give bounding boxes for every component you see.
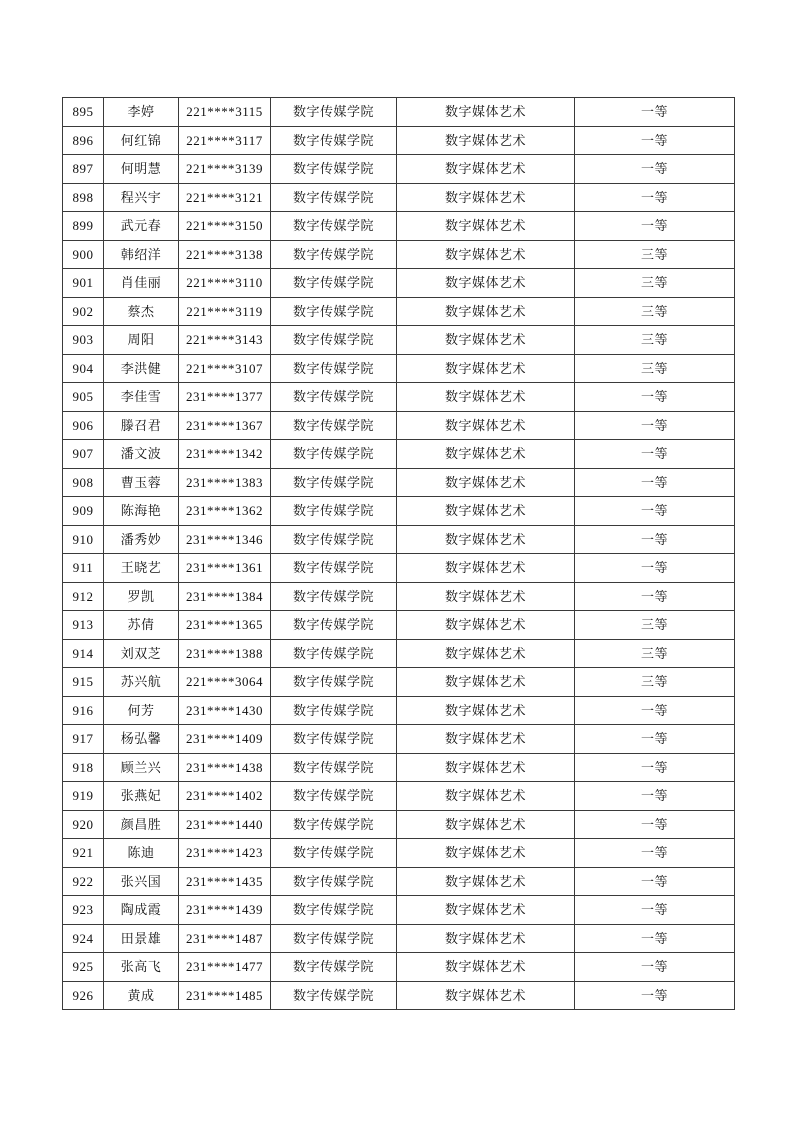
- table-row: [63, 924, 735, 953]
- cell-award-level: 一等: [575, 924, 735, 953]
- cell-college: 数字传媒学院: [271, 326, 397, 355]
- cell-row-number: 904: [63, 354, 104, 383]
- cell-college: 数字传媒学院: [271, 155, 397, 184]
- cell-row-number: 902: [63, 297, 104, 326]
- cell-student-id: 231****1377: [179, 383, 271, 412]
- cell-row-number: 901: [63, 269, 104, 298]
- cell-major: 数字媒体艺术: [397, 582, 575, 611]
- cell-student-id: 221****3119: [179, 297, 271, 326]
- cell-row-number: 897: [63, 155, 104, 184]
- cell-name: 蔡杰: [104, 297, 179, 326]
- cell-award-level: 一等: [575, 98, 735, 127]
- table-row: [63, 354, 735, 383]
- cell-student-id: 221****3150: [179, 212, 271, 241]
- cell-student-id: 231****1342: [179, 440, 271, 469]
- cell-major: 数字媒体艺术: [397, 468, 575, 497]
- cell-row-number: 908: [63, 468, 104, 497]
- cell-row-number: 896: [63, 126, 104, 155]
- cell-row-number: 912: [63, 582, 104, 611]
- cell-name: 何芳: [104, 696, 179, 725]
- cell-name: 刘双芝: [104, 639, 179, 668]
- cell-college: 数字传媒学院: [271, 212, 397, 241]
- cell-name: 苏倩: [104, 611, 179, 640]
- cell-row-number: 920: [63, 810, 104, 839]
- table-row: [63, 440, 735, 469]
- cell-name: 张高飞: [104, 953, 179, 982]
- cell-row-number: 917: [63, 725, 104, 754]
- cell-award-level: 一等: [575, 782, 735, 811]
- table-row: [63, 611, 735, 640]
- cell-award-level: 三等: [575, 326, 735, 355]
- cell-major: 数字媒体艺术: [397, 896, 575, 925]
- cell-major: 数字媒体艺术: [397, 782, 575, 811]
- cell-award-level: 一等: [575, 839, 735, 868]
- cell-row-number: 922: [63, 867, 104, 896]
- cell-student-id: 231****1438: [179, 753, 271, 782]
- cell-major: 数字媒体艺术: [397, 725, 575, 754]
- cell-award-level: 三等: [575, 269, 735, 298]
- cell-name: 颜昌胜: [104, 810, 179, 839]
- cell-student-id: 231****1367: [179, 411, 271, 440]
- cell-major: 数字媒体艺术: [397, 98, 575, 127]
- cell-name: 顾兰兴: [104, 753, 179, 782]
- cell-college: 数字传媒学院: [271, 611, 397, 640]
- cell-award-level: 三等: [575, 354, 735, 383]
- cell-award-level: 一等: [575, 867, 735, 896]
- cell-student-id: 231****1477: [179, 953, 271, 982]
- cell-row-number: 919: [63, 782, 104, 811]
- cell-college: 数字传媒学院: [271, 183, 397, 212]
- cell-row-number: 923: [63, 896, 104, 925]
- table-row: [63, 896, 735, 925]
- cell-row-number: 913: [63, 611, 104, 640]
- cell-name: 王晓艺: [104, 554, 179, 583]
- cell-major: 数字媒体艺术: [397, 155, 575, 184]
- cell-college: 数字传媒学院: [271, 924, 397, 953]
- table-row: [63, 867, 735, 896]
- cell-row-number: 903: [63, 326, 104, 355]
- cell-name: 张燕妃: [104, 782, 179, 811]
- cell-major: 数字媒体艺术: [397, 867, 575, 896]
- cell-award-level: 一等: [575, 468, 735, 497]
- cell-college: 数字传媒学院: [271, 639, 397, 668]
- table-row: [63, 240, 735, 269]
- cell-award-level: 一等: [575, 725, 735, 754]
- cell-award-level: 三等: [575, 668, 735, 697]
- cell-row-number: 899: [63, 212, 104, 241]
- cell-name: 周阳: [104, 326, 179, 355]
- cell-major: 数字媒体艺术: [397, 696, 575, 725]
- cell-row-number: 906: [63, 411, 104, 440]
- cell-college: 数字传媒学院: [271, 896, 397, 925]
- cell-student-id: 231****1430: [179, 696, 271, 725]
- cell-award-level: 一等: [575, 525, 735, 554]
- cell-name: 李洪健: [104, 354, 179, 383]
- cell-student-id: 221****3110: [179, 269, 271, 298]
- cell-student-id: 231****1435: [179, 867, 271, 896]
- cell-major: 数字媒体艺术: [397, 953, 575, 982]
- cell-name: 何红锦: [104, 126, 179, 155]
- cell-college: 数字传媒学院: [271, 839, 397, 868]
- cell-name: 罗凯: [104, 582, 179, 611]
- cell-college: 数字传媒学院: [271, 696, 397, 725]
- cell-student-id: 231****1362: [179, 497, 271, 526]
- cell-name: 武元春: [104, 212, 179, 241]
- cell-name: 田景雄: [104, 924, 179, 953]
- cell-award-level: 一等: [575, 696, 735, 725]
- cell-college: 数字传媒学院: [271, 582, 397, 611]
- table-row: [63, 668, 735, 697]
- cell-award-level: 一等: [575, 440, 735, 469]
- cell-major: 数字媒体艺术: [397, 668, 575, 697]
- cell-name: 曹玉蓉: [104, 468, 179, 497]
- cell-award-level: 一等: [575, 554, 735, 583]
- cell-major: 数字媒体艺术: [397, 326, 575, 355]
- cell-name: 韩绍洋: [104, 240, 179, 269]
- cell-major: 数字媒体艺术: [397, 924, 575, 953]
- cell-major: 数字媒体艺术: [397, 497, 575, 526]
- cell-college: 数字传媒学院: [271, 753, 397, 782]
- cell-major: 数字媒体艺术: [397, 183, 575, 212]
- cell-student-id: 231****1439: [179, 896, 271, 925]
- cell-college: 数字传媒学院: [271, 354, 397, 383]
- cell-student-id: 231****1388: [179, 639, 271, 668]
- table-row: [63, 297, 735, 326]
- table-body: [63, 98, 735, 1010]
- table-row: [63, 554, 735, 583]
- cell-name: 潘文波: [104, 440, 179, 469]
- cell-student-id: 231****1402: [179, 782, 271, 811]
- table-row: [63, 326, 735, 355]
- cell-student-id: 231****1487: [179, 924, 271, 953]
- cell-college: 数字传媒学院: [271, 867, 397, 896]
- cell-student-id: 221****3107: [179, 354, 271, 383]
- cell-major: 数字媒体艺术: [397, 354, 575, 383]
- cell-award-level: 一等: [575, 497, 735, 526]
- cell-college: 数字传媒学院: [271, 126, 397, 155]
- cell-name: 潘秀妙: [104, 525, 179, 554]
- table-row: [63, 981, 735, 1010]
- cell-major: 数字媒体艺术: [397, 297, 575, 326]
- cell-award-level: 一等: [575, 810, 735, 839]
- cell-college: 数字传媒学院: [271, 525, 397, 554]
- cell-award-level: 一等: [575, 183, 735, 212]
- table-row: [63, 183, 735, 212]
- table-row: [63, 639, 735, 668]
- cell-student-id: 221****3138: [179, 240, 271, 269]
- cell-student-id: 221****3121: [179, 183, 271, 212]
- cell-major: 数字媒体艺术: [397, 981, 575, 1010]
- cell-name: 黄成: [104, 981, 179, 1010]
- table-row: [63, 155, 735, 184]
- cell-student-id: 221****3117: [179, 126, 271, 155]
- cell-row-number: 910: [63, 525, 104, 554]
- awards-table: [62, 97, 735, 1010]
- table-row: [63, 126, 735, 155]
- cell-award-level: 一等: [575, 981, 735, 1010]
- cell-row-number: 905: [63, 383, 104, 412]
- cell-row-number: 909: [63, 497, 104, 526]
- cell-row-number: 898: [63, 183, 104, 212]
- cell-student-id: 221****3143: [179, 326, 271, 355]
- cell-row-number: 926: [63, 981, 104, 1010]
- cell-major: 数字媒体艺术: [397, 753, 575, 782]
- cell-name: 杨弘馨: [104, 725, 179, 754]
- cell-award-level: 一等: [575, 383, 735, 412]
- cell-student-id: 231****1423: [179, 839, 271, 868]
- cell-row-number: 921: [63, 839, 104, 868]
- cell-award-level: 一等: [575, 953, 735, 982]
- cell-award-level: 一等: [575, 411, 735, 440]
- cell-award-level: 一等: [575, 582, 735, 611]
- cell-major: 数字媒体艺术: [397, 440, 575, 469]
- table-row: [63, 696, 735, 725]
- cell-major: 数字媒体艺术: [397, 810, 575, 839]
- cell-student-id: 221****3139: [179, 155, 271, 184]
- cell-name: 陈海艳: [104, 497, 179, 526]
- cell-name: 李佳雪: [104, 383, 179, 412]
- cell-college: 数字传媒学院: [271, 810, 397, 839]
- table-row: [63, 411, 735, 440]
- table-row: [63, 953, 735, 982]
- cell-award-level: 一等: [575, 896, 735, 925]
- cell-major: 数字媒体艺术: [397, 126, 575, 155]
- cell-college: 数字传媒学院: [271, 297, 397, 326]
- table-row: [63, 269, 735, 298]
- table-row: [63, 525, 735, 554]
- cell-college: 数字传媒学院: [271, 468, 397, 497]
- cell-college: 数字传媒学院: [271, 411, 397, 440]
- cell-award-level: 一等: [575, 212, 735, 241]
- cell-college: 数字传媒学院: [271, 668, 397, 697]
- cell-row-number: 924: [63, 924, 104, 953]
- cell-student-id: 221****3115: [179, 98, 271, 127]
- cell-row-number: 916: [63, 696, 104, 725]
- cell-student-id: 221****3064: [179, 668, 271, 697]
- cell-student-id: 231****1485: [179, 981, 271, 1010]
- cell-college: 数字传媒学院: [271, 383, 397, 412]
- cell-row-number: 900: [63, 240, 104, 269]
- cell-student-id: 231****1346: [179, 525, 271, 554]
- cell-major: 数字媒体艺术: [397, 411, 575, 440]
- cell-name: 苏兴航: [104, 668, 179, 697]
- cell-college: 数字传媒学院: [271, 953, 397, 982]
- cell-name: 陶成霞: [104, 896, 179, 925]
- cell-row-number: 911: [63, 554, 104, 583]
- cell-row-number: 914: [63, 639, 104, 668]
- cell-major: 数字媒体艺术: [397, 639, 575, 668]
- cell-name: 程兴宇: [104, 183, 179, 212]
- cell-name: 滕召君: [104, 411, 179, 440]
- cell-student-id: 231****1365: [179, 611, 271, 640]
- cell-college: 数字传媒学院: [271, 240, 397, 269]
- cell-row-number: 918: [63, 753, 104, 782]
- cell-college: 数字传媒学院: [271, 269, 397, 298]
- cell-major: 数字媒体艺术: [397, 240, 575, 269]
- table-row: [63, 725, 735, 754]
- cell-student-id: 231****1384: [179, 582, 271, 611]
- table-row: [63, 839, 735, 868]
- cell-college: 数字传媒学院: [271, 497, 397, 526]
- cell-name: 张兴国: [104, 867, 179, 896]
- cell-award-level: 三等: [575, 240, 735, 269]
- cell-major: 数字媒体艺术: [397, 554, 575, 583]
- cell-award-level: 三等: [575, 611, 735, 640]
- table-row: [63, 810, 735, 839]
- cell-college: 数字传媒学院: [271, 782, 397, 811]
- cell-major: 数字媒体艺术: [397, 383, 575, 412]
- cell-major: 数字媒体艺术: [397, 611, 575, 640]
- table-row: [63, 582, 735, 611]
- cell-college: 数字传媒学院: [271, 554, 397, 583]
- cell-college: 数字传媒学院: [271, 725, 397, 754]
- cell-student-id: 231****1383: [179, 468, 271, 497]
- cell-student-id: 231****1409: [179, 725, 271, 754]
- table-row: [63, 782, 735, 811]
- cell-name: 陈迪: [104, 839, 179, 868]
- cell-student-id: 231****1361: [179, 554, 271, 583]
- cell-major: 数字媒体艺术: [397, 212, 575, 241]
- cell-award-level: 一等: [575, 155, 735, 184]
- table-row: [63, 383, 735, 412]
- cell-row-number: 925: [63, 953, 104, 982]
- cell-award-level: 一等: [575, 753, 735, 782]
- cell-name: 肖佳丽: [104, 269, 179, 298]
- cell-major: 数字媒体艺术: [397, 269, 575, 298]
- cell-name: 李婷: [104, 98, 179, 127]
- cell-college: 数字传媒学院: [271, 981, 397, 1010]
- table-row: [63, 212, 735, 241]
- cell-row-number: 907: [63, 440, 104, 469]
- cell-award-level: 三等: [575, 297, 735, 326]
- cell-college: 数字传媒学院: [271, 98, 397, 127]
- cell-major: 数字媒体艺术: [397, 839, 575, 868]
- cell-award-level: 三等: [575, 639, 735, 668]
- table-row: [63, 753, 735, 782]
- table-row: [63, 468, 735, 497]
- cell-award-level: 一等: [575, 126, 735, 155]
- cell-major: 数字媒体艺术: [397, 525, 575, 554]
- cell-row-number: 915: [63, 668, 104, 697]
- cell-student-id: 231****1440: [179, 810, 271, 839]
- table-row: [63, 497, 735, 526]
- cell-row-number: 895: [63, 98, 104, 127]
- cell-name: 何明慧: [104, 155, 179, 184]
- table-row: [63, 98, 735, 127]
- cell-college: 数字传媒学院: [271, 440, 397, 469]
